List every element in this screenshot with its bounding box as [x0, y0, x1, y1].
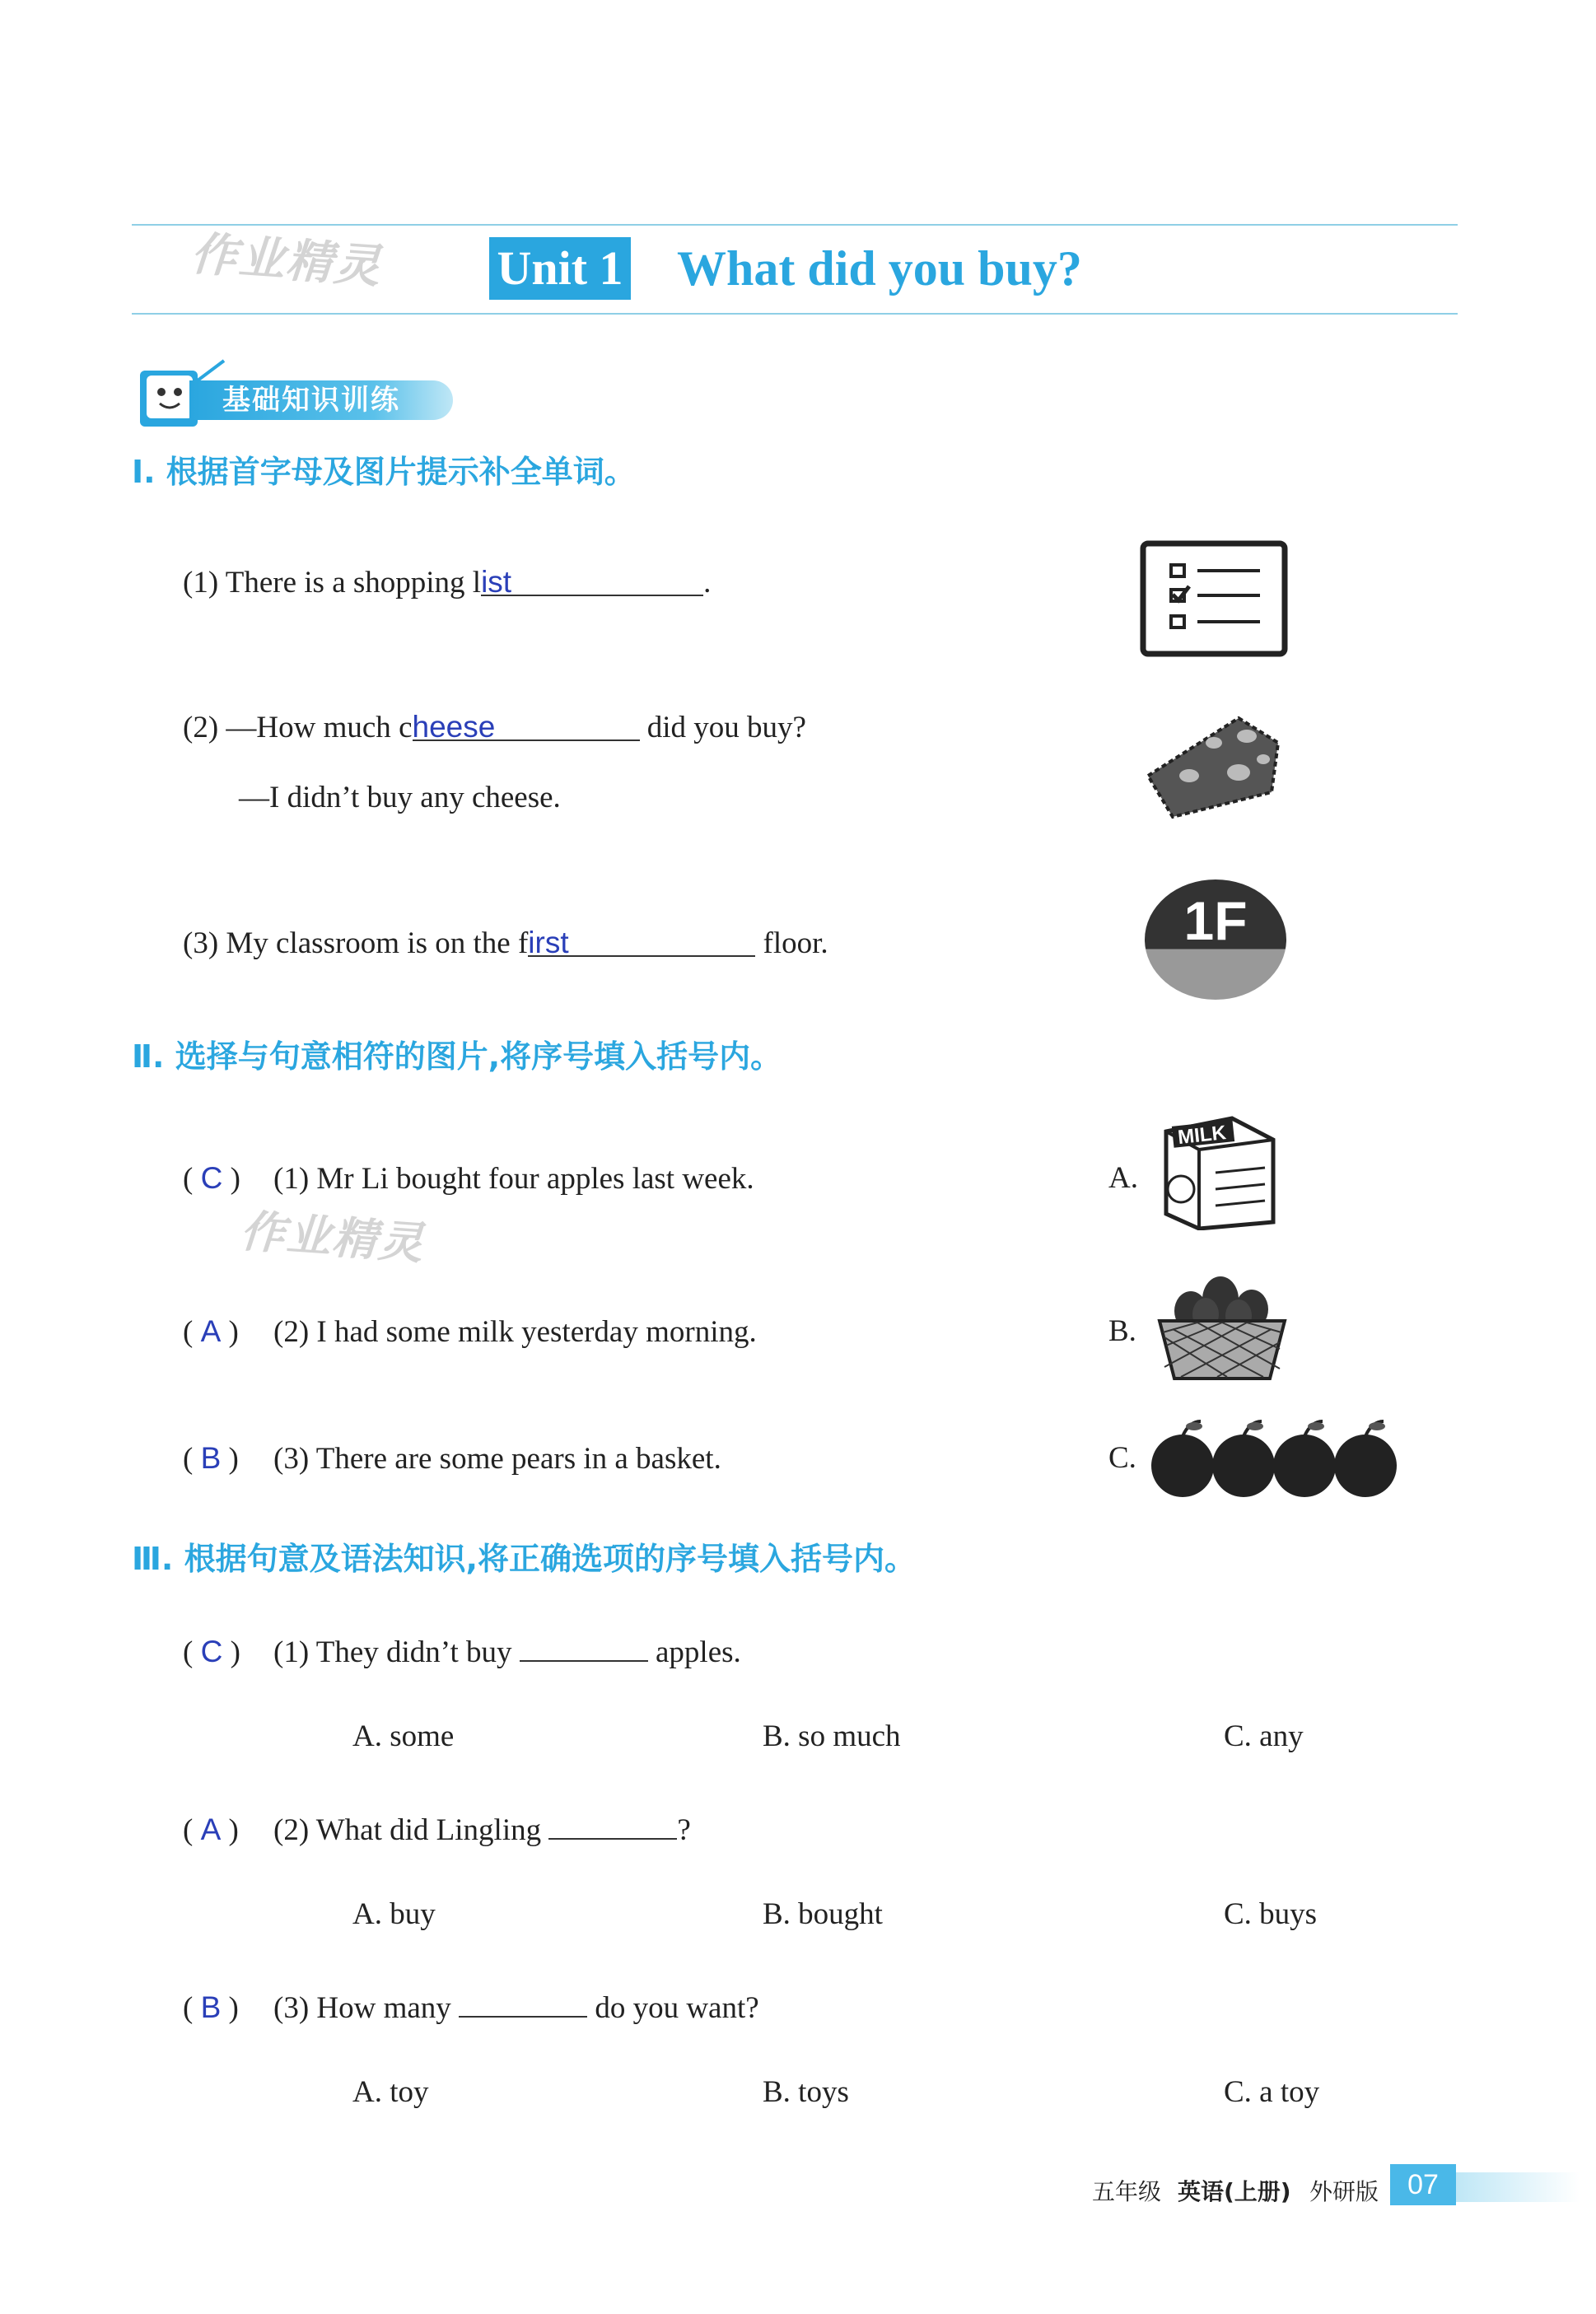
s3-item-1-answer[interactable]: C — [200, 1635, 223, 1668]
s1-q2-num: (2) — [183, 711, 219, 744]
page-number: 07 — [1390, 2164, 1456, 2205]
s3-item-1-option-a[interactable]: A. some — [352, 1719, 455, 1753]
s2-item-2-text: I had some milk yesterday morning. — [316, 1315, 757, 1349]
s2-item-3-text: There are some pears in a basket. — [315, 1442, 721, 1476]
s2-item-3-answer[interactable]: B — [200, 1441, 222, 1475]
s3-item-2-pre: What did Lingling — [315, 1813, 542, 1847]
s1-q1-num: (1) — [183, 566, 219, 599]
s1-q3-blank[interactable] — [528, 922, 755, 957]
header-bottom-rule — [132, 313, 1458, 315]
footer-subject: 英语(上册) — [1178, 2178, 1291, 2205]
s1-q3-letter: f — [517, 926, 529, 960]
pear-basket-icon — [1148, 1263, 1296, 1387]
s1-q1-answer: ist — [481, 565, 512, 599]
s1-q1-pre: There is a shopping — [225, 566, 465, 599]
shopping-list-icon — [1140, 540, 1288, 657]
milk-carton-icon — [1150, 1107, 1290, 1230]
s1-q3-answer: irst — [528, 926, 569, 959]
s2-item-1-text: Mr Li bought four apples last week. — [316, 1162, 754, 1196]
s3-item-3-option-a[interactable]: A. toy — [352, 2075, 429, 2109]
s3-item-3: ( B ) (3) How many do you want? — [183, 1983, 759, 2029]
s3-item-2-option-b[interactable]: B. bought — [763, 1897, 883, 1931]
s3-item-1-pre: They didn’t buy — [315, 1635, 512, 1669]
s2-item-3: ( B ) (3) There are some pears in a basket. — [183, 1441, 721, 1476]
s1-q3-num: (3) — [183, 926, 219, 960]
s3-item-3-option-c[interactable]: C. a toy — [1224, 2075, 1320, 2109]
s1-q1-post: . — [703, 566, 712, 599]
s3-item-1-num: (1) — [273, 1635, 310, 1669]
s1-q3 — [183, 922, 828, 964]
s1-q3-pre: My classroom is on the — [226, 926, 511, 960]
section-2-heading: Ⅱ. 选择与句意相符的图片,将序号填入括号内。 — [132, 1038, 782, 1075]
s1-q2-reply: —I didn’t buy any cheese. — [239, 781, 561, 814]
s2-item-1-num: (1) — [273, 1162, 310, 1196]
watermark-top: 作业精灵 — [189, 226, 384, 295]
s2-item-2: ( A ) (2) I had some milk yesterday morning. — [183, 1314, 757, 1349]
s3-item-1: ( C ) (1) They didn’t buy apples. — [183, 1627, 741, 1673]
s2-item-1-answer[interactable]: C — [200, 1161, 223, 1195]
footer-grade: 五年级 — [1092, 2178, 1162, 2205]
s3-item-1-option-c[interactable]: C. any — [1224, 1719, 1304, 1753]
s1-q1-blank[interactable] — [481, 562, 703, 599]
section-banner-label: 基础知识训练 — [222, 384, 400, 417]
header-top-rule — [132, 224, 1458, 226]
s3-item-2-post: ? — [677, 1813, 691, 1847]
s1-q3-post: floor. — [763, 926, 828, 960]
picture-b-label: B. — [1108, 1314, 1136, 1348]
footer-edition: 外研版 — [1309, 2178, 1379, 2205]
watermark-middle: 作业精灵 — [238, 1205, 427, 1270]
s3-item-2: ( A ) (2) What did Lingling ? — [183, 1805, 691, 1851]
s1-q1 — [183, 562, 711, 604]
page-number-bar — [1456, 2172, 1580, 2202]
s3-item-3-post: do you want? — [595, 1991, 759, 2025]
milk-carton-text: MILK — [1176, 1122, 1228, 1150]
s3-item-2-answer[interactable]: A — [200, 1812, 222, 1846]
s3-item-3-option-b[interactable]: B. toys — [763, 2075, 849, 2109]
picture-a-label: A. — [1108, 1161, 1138, 1195]
s1-q2-pre: —How much — [226, 711, 391, 744]
picture-c-label: C. — [1108, 1441, 1136, 1475]
s1-q2-blank[interactable] — [412, 707, 640, 744]
cheese-icon — [1140, 710, 1288, 825]
section-1-heading: Ⅰ. 根据首字母及图片提示补全单词。 — [132, 454, 636, 490]
first-floor-label: 1F — [1183, 890, 1248, 951]
s1-q1-letter: l — [472, 566, 482, 599]
first-floor-icon — [1145, 879, 1286, 1000]
s3-item-1-blank[interactable] — [520, 1627, 648, 1662]
s2-item-3-num: (3) — [273, 1442, 310, 1476]
s3-item-2-num: (2) — [273, 1813, 310, 1847]
s3-item-3-num: (3) — [273, 1991, 310, 2025]
s3-item-2-option-a[interactable]: A. buy — [352, 1897, 436, 1931]
s3-item-1-option-b[interactable]: B. so much — [763, 1719, 901, 1753]
s2-item-2-num: (2) — [273, 1315, 310, 1349]
s1-q2-post: did you buy? — [646, 711, 806, 744]
s2-item-2-answer[interactable]: A — [200, 1314, 222, 1348]
s3-item-3-blank[interactable] — [459, 1983, 587, 2018]
s1-q2-answer: heese — [412, 710, 496, 744]
s3-item-1-post: apples. — [656, 1635, 741, 1669]
unit-title: What did you buy? — [677, 241, 1082, 296]
section-3-heading: Ⅲ. 根据句意及语法知识,将正确选项的序号填入括号内。 — [132, 1541, 917, 1577]
four-apples-icon — [1148, 1413, 1403, 1504]
s1-q2-letter: c — [399, 711, 413, 744]
unit-badge: Unit 1 — [489, 237, 631, 300]
s3-item-3-answer[interactable]: B — [200, 1990, 222, 2024]
s3-item-2-option-c[interactable]: C. buys — [1224, 1897, 1318, 1931]
s2-item-1: ( C ) (1) Mr Li bought four apples last week. — [183, 1161, 754, 1196]
s3-item-3-pre: How many — [316, 1991, 451, 2025]
s3-item-2-blank[interactable] — [548, 1805, 677, 1840]
s1-q2 — [183, 707, 806, 749]
